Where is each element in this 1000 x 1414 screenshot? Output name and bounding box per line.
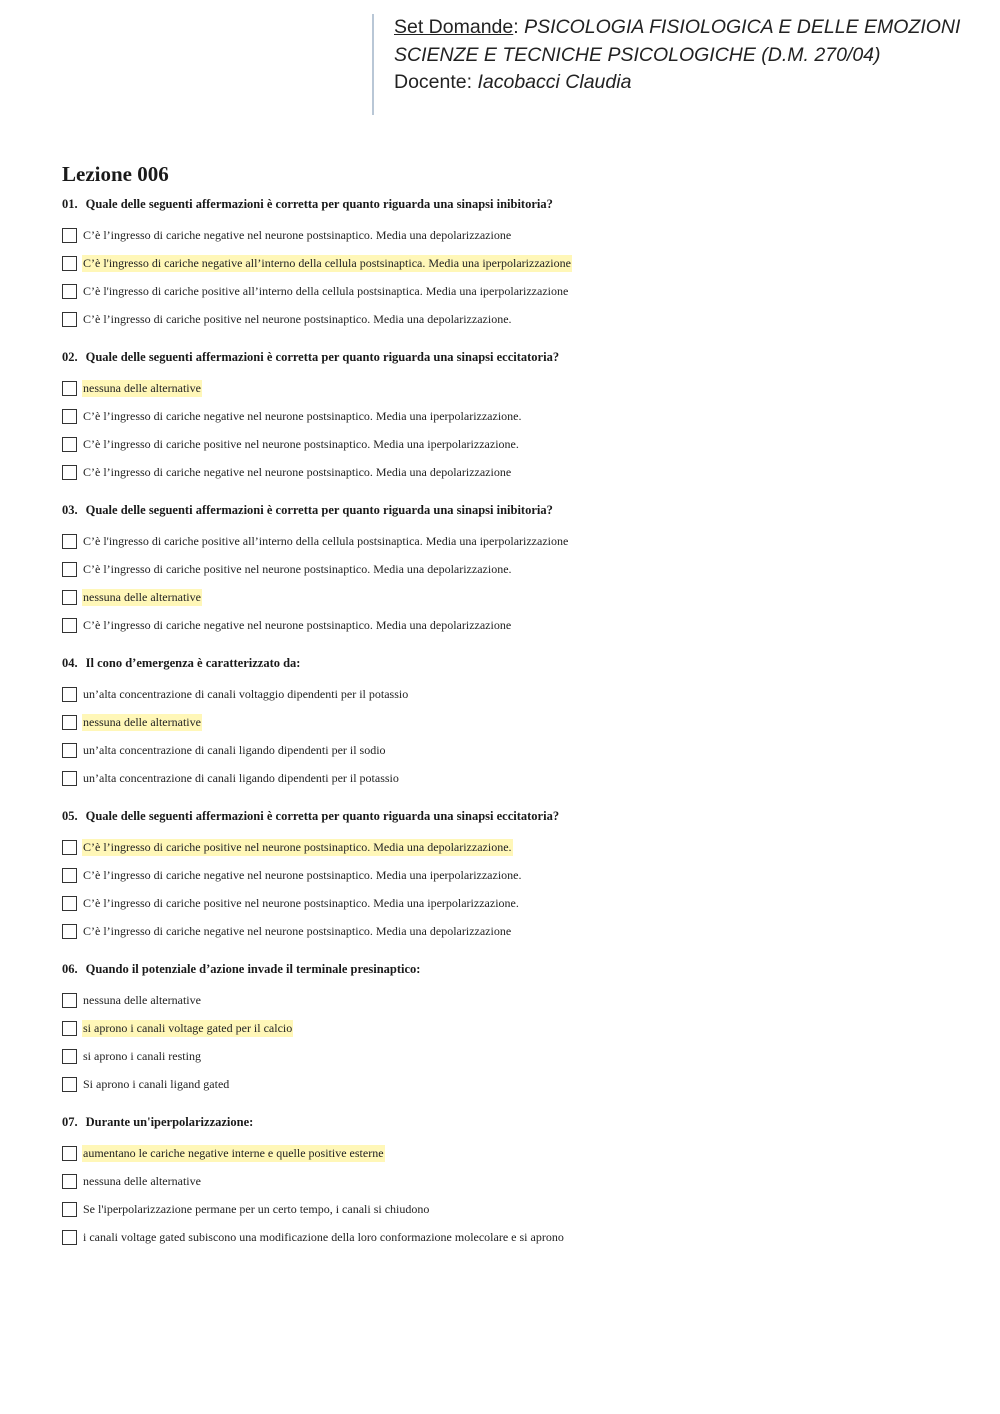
answer-checkbox[interactable] (62, 993, 77, 1008)
question-number: 05. (62, 809, 78, 823)
lesson-title: Lezione 006 (62, 162, 169, 186)
question-number: 01. (62, 197, 78, 211)
answer-option[interactable] (62, 833, 962, 861)
answer-option[interactable] (62, 1042, 962, 1070)
answer-option[interactable] (62, 889, 962, 917)
answer-option[interactable] (62, 458, 962, 486)
question-prompt: Quale delle seguenti affermazioni è corretta per quanto riguarda una sinapsi eccitatoria? (85, 350, 560, 364)
question-text (62, 960, 962, 978)
answer-checkbox[interactable] (62, 534, 77, 549)
answer-option[interactable] (62, 221, 962, 249)
question-number: 07. (62, 1115, 78, 1129)
answer-option[interactable] (62, 1223, 962, 1251)
answer-option[interactable] (62, 402, 962, 430)
answer-label: si aprono i canali voltage gated per il calcio (83, 1020, 293, 1035)
answer-option[interactable] (62, 305, 962, 333)
question-number: 02. (62, 350, 78, 364)
answer-option[interactable] (62, 249, 962, 277)
answer-checkbox[interactable] (62, 715, 77, 730)
set-label: Set Domande (394, 16, 514, 38)
answer-label: C’è l’ingresso di cariche negative nel neurone postsinaptico. Media una depolarizzazione (83, 227, 512, 242)
answer-option[interactable] (62, 1167, 962, 1195)
question-prompt: Quale delle seguenti affermazioni è corretta per quanto riguarda una sinapsi inibitoria? (85, 503, 553, 517)
answer-checkbox[interactable] (62, 1202, 77, 1217)
teacher-label: Docente: (394, 71, 473, 93)
question-number: 03. (62, 503, 78, 517)
set-separator: : (513, 16, 519, 38)
answer-checkbox[interactable] (62, 228, 77, 243)
answer-option[interactable] (62, 1070, 962, 1098)
answer-option[interactable] (62, 277, 962, 305)
answer-option[interactable] (62, 527, 962, 555)
question-text (62, 195, 962, 213)
answer-label: C’è l'ingresso di cariche positive all’interno della cellula postsinaptica. Media una iperpolarizzazione (83, 283, 569, 298)
question (62, 1113, 962, 1251)
answer-label: nessuna delle alternative (83, 380, 201, 395)
answer-checkbox[interactable] (62, 409, 77, 424)
answer-label: un’alta concentrazione di canali voltaggio dipendenti per il potassio (83, 686, 409, 701)
answer-label: C’è l’ingresso di cariche positive nel neurone postsinaptico. Media una iperpolarizzazione. (83, 436, 519, 451)
question-text (62, 654, 962, 672)
answer-checkbox[interactable] (62, 743, 77, 758)
question-text (62, 348, 962, 366)
answer-checkbox[interactable] (62, 771, 77, 786)
answer-checkbox[interactable] (62, 256, 77, 271)
question (62, 195, 962, 333)
answer-checkbox[interactable] (62, 381, 77, 396)
answer-checkbox[interactable] (62, 1230, 77, 1245)
answer-label: Se l'iperpolarizzazione permane per un certo tempo, i canali si chiudono (83, 1201, 430, 1216)
answer-label: i canali voltage gated subiscono una modificazione della loro conformazione molecolare e si aprono (83, 1229, 564, 1244)
course-title-line1: PSICOLOGIA FISIOLOGICA E DELLE EMOZIONI (524, 16, 961, 38)
answer-option[interactable] (62, 555, 962, 583)
answer-checkbox[interactable] (62, 1021, 77, 1036)
answer-label: un’alta concentrazione di canali ligando dipendenti per il sodio (83, 742, 386, 757)
question-number: 04. (62, 656, 78, 670)
answer-label: nessuna delle alternative (83, 1173, 201, 1188)
answer-option[interactable] (62, 583, 962, 611)
answer-label: C’è l'ingresso di cariche negative all’interno della cellula postsinaptica. Media una iperpolarizzazione (83, 255, 571, 270)
answer-label: C’è l’ingresso di cariche positive nel neurone postsinaptico. Media una iperpolarizzazione. (83, 895, 519, 910)
question-prompt: Quale delle seguenti affermazioni è corretta per quanto riguarda una sinapsi eccitatoria? (85, 809, 560, 823)
answer-label: C’è l’ingresso di cariche negative nel neurone postsinaptico. Media una depolarizzazione (83, 464, 512, 479)
answer-checkbox[interactable] (62, 1049, 77, 1064)
question-list (62, 195, 962, 1266)
header-line-set (394, 14, 972, 42)
answer-option[interactable] (62, 611, 962, 639)
answer-label: C’è l’ingresso di cariche positive nel neurone postsinaptico. Media una depolarizzazione. (83, 839, 512, 854)
question-text (62, 807, 962, 825)
answer-label: Si aprono i canali ligand gated (83, 1076, 230, 1091)
answer-label: un’alta concentrazione di canali ligando dipendenti per il potassio (83, 770, 399, 785)
answer-label: C’è l’ingresso di cariche negative nel neurone postsinaptico. Media una iperpolarizzazione. (83, 867, 522, 882)
answer-label: nessuna delle alternative (83, 714, 201, 729)
answer-checkbox[interactable] (62, 1174, 77, 1189)
question-text (62, 1113, 962, 1131)
question (62, 960, 962, 1098)
answer-option[interactable] (62, 374, 962, 402)
answer-option[interactable] (62, 986, 962, 1014)
answer-option[interactable] (62, 1139, 962, 1167)
answer-checkbox[interactable] (62, 868, 77, 883)
answer-checkbox[interactable] (62, 284, 77, 299)
answer-checkbox[interactable] (62, 687, 77, 702)
question-prompt: Il cono d’emergenza è caratterizzato da: (85, 656, 301, 670)
answer-option[interactable] (62, 736, 962, 764)
question-prompt: Quando il potenziale d’azione invade il terminale presinaptico: (85, 962, 421, 976)
header-line-teacher (394, 69, 972, 97)
answer-option[interactable] (62, 1014, 962, 1042)
answer-label: nessuna delle alternative (83, 589, 201, 604)
answer-option[interactable] (62, 708, 962, 736)
answer-option[interactable] (62, 861, 962, 889)
answer-checkbox[interactable] (62, 562, 77, 577)
question-prompt: Durante un'iperpolarizzazione: (85, 1115, 254, 1129)
answer-label: C’è l'ingresso di cariche positive all’interno della cellula postsinaptica. Media una iperpolarizzazione (83, 533, 569, 548)
answer-option[interactable] (62, 430, 962, 458)
answer-checkbox[interactable] (62, 312, 77, 327)
answer-option[interactable] (62, 1195, 962, 1223)
answer-option[interactable] (62, 680, 962, 708)
answer-checkbox[interactable] (62, 896, 77, 911)
answer-checkbox[interactable] (62, 1077, 77, 1092)
course-title-line2: SCIENZE E TECNICHE PSICOLOGICHE (D.M. 270/04) (394, 43, 881, 66)
answer-label: aumentano le cariche negative interne e quelle positive esterne (83, 1145, 384, 1160)
document-header (372, 14, 972, 115)
answer-checkbox[interactable] (62, 924, 77, 939)
answer-label: C’è l’ingresso di cariche negative nel neurone postsinaptico. Media una depolarizzazione (83, 617, 512, 632)
answer-label: nessuna delle alternative (83, 992, 201, 1007)
question-prompt: Quale delle seguenti affermazioni è corretta per quanto riguarda una sinapsi inibitoria? (85, 197, 553, 211)
answer-label: C’è l’ingresso di cariche positive nel neurone postsinaptico. Media una depolarizzazione. (83, 561, 512, 576)
question (62, 348, 962, 486)
answer-label: si aprono i canali resting (83, 1048, 201, 1063)
answer-checkbox[interactable] (62, 437, 77, 452)
answer-label: C’è l’ingresso di cariche negative nel neurone postsinaptico. Media una depolarizzazione (83, 923, 512, 938)
question (62, 654, 962, 792)
header-set (394, 14, 960, 42)
answer-checkbox[interactable] (62, 618, 77, 633)
answer-option[interactable] (62, 764, 962, 792)
teacher-name: Iacobacci Claudia (477, 71, 632, 93)
answer-checkbox[interactable] (62, 465, 77, 480)
question-text (62, 501, 962, 519)
answer-checkbox[interactable] (62, 1146, 77, 1161)
answer-label: C’è l’ingresso di cariche positive nel neurone postsinaptico. Media una depolarizzazione. (83, 311, 512, 326)
answer-checkbox[interactable] (62, 590, 77, 605)
question-number: 06. (62, 962, 78, 976)
answer-checkbox[interactable] (62, 840, 77, 855)
question (62, 501, 962, 639)
answer-option[interactable] (62, 917, 962, 945)
question (62, 807, 962, 945)
answer-label: C’è l’ingresso di cariche negative nel neurone postsinaptico. Media una iperpolarizzazione. (83, 408, 522, 423)
